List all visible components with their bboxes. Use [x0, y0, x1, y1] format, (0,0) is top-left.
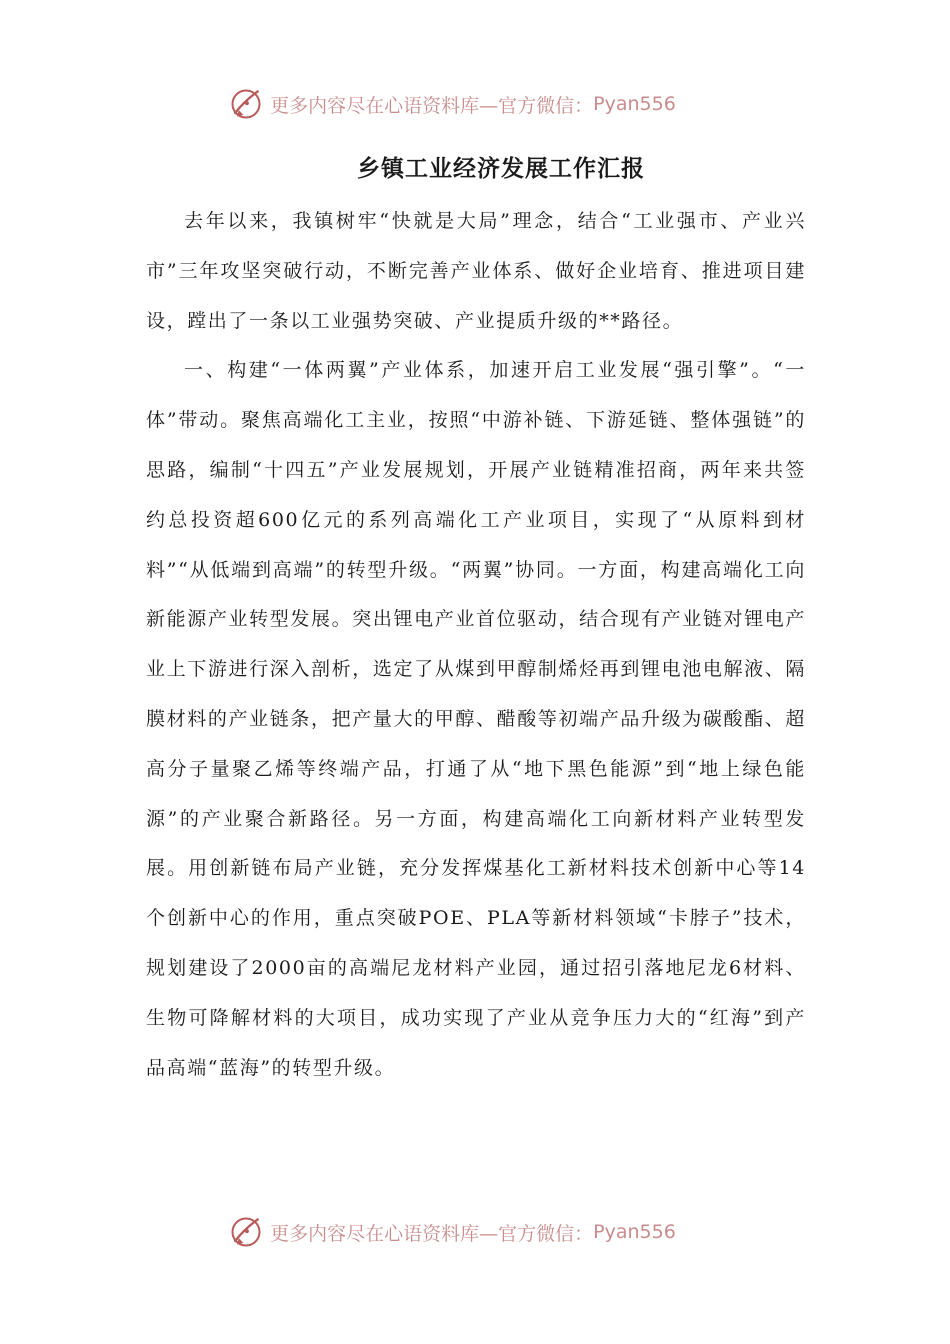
watermark-text: 更多内容尽在心语资料库—官方微信： [270, 94, 594, 117]
pen-nib-circle-icon [228, 86, 264, 122]
watermark-footer [0, 1210, 950, 1254]
paragraph-intro: 去年以来，我镇树牢“快就是大局”理念，结合“工业强市、产业兴市”三年攻坚突破行动，不断完善产业体系、做好企业培育、推进项目建设，蹚出了一条以工业强势突破、产业提质升级的**路径。 [146, 210, 806, 332]
document-title: 乡镇工业经济发展工作汇报 [357, 155, 645, 182]
pen-nib-circle-icon [228, 1214, 264, 1250]
paragraph-section-one: 一、构建“一体两翼”产业体系，加速开启工业发展“强引擎”。“一体”带动。聚焦高端化工主业，按照“中游补链、下游延链、整体强链”的思路，编制“十四五”产业发展规划，开展产业链精准招商，两年来共签约总投资超600亿元的系列高端化工产业项目，实现了“从原料到材料”“从低端到高端”的转型升级。“两翼”协同。一方面，构建高端化工向新能源产业转型发展。突出锂电产业首位驱动，结合现有产业链对锂电产业上下游进行深入剖析，选定了从煤到甲醇制烯烃再到锂电池电解液、隔膜材料的产业链条，把产量大的甲醇、醋酸等初端产品升级为碳酸酯、超高分子量聚乙烯等终端产品，打通了从“地下黑色能源”到“地上绿色能源”的产业聚合新路径。另一方面，构建高端化工向新材料产业转型发展。用创新链布局产业链，充分发挥煤基化工新材料技术创新中心等14个创新中心的作用，重点突破POE、PLA等新材料领域“卡脖子”技术，规划建设了2000亩的高端尼龙材料产业园，通过招引落地尼龙6材料、生物可降解材料的大项目，成功实现了产业从竞争压力大的“红海”到产品高端“蓝海”的转型升级。 [146, 359, 806, 1079]
watermark-handle: Pyan556 [593, 1221, 676, 1243]
watermark-handle: Pyan556 [593, 93, 676, 115]
document-body [146, 197, 806, 1093]
document-title-container [0, 150, 950, 183]
watermark-header [0, 82, 950, 126]
watermark-text: 更多内容尽在心语资料库—官方微信： [270, 1222, 594, 1245]
